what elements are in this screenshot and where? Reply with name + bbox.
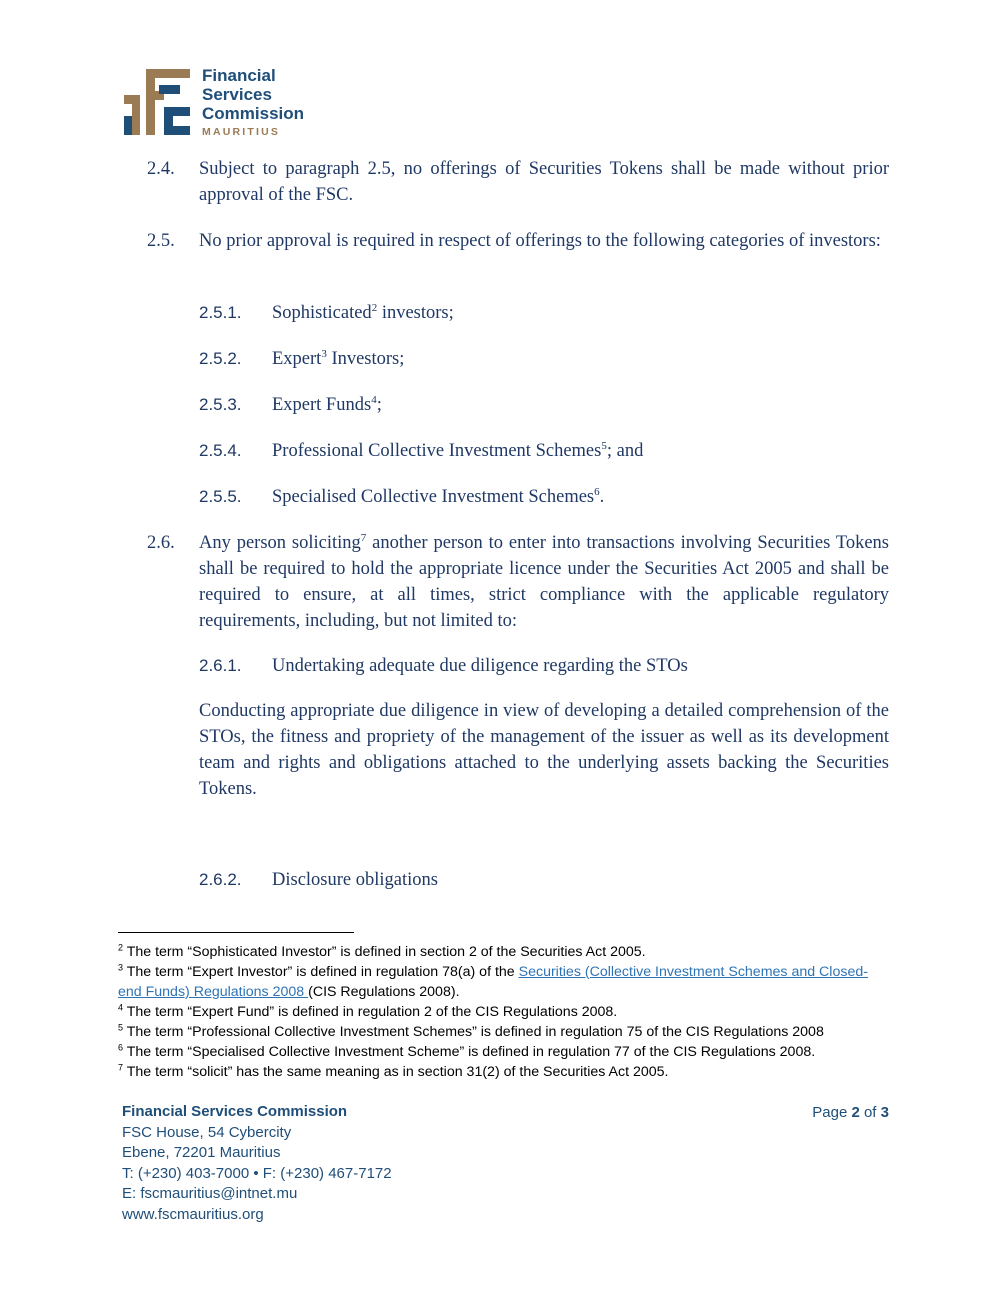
footnote-ref[interactable]: 3 — [321, 347, 327, 360]
item-text-tail: investors; — [377, 303, 454, 323]
footer-address — [122, 1102, 392, 1226]
footnote-2 — [118, 942, 878, 962]
paragraph-number: 2.4. — [147, 159, 175, 179]
subparagraph-number: 2.5.2. — [199, 349, 242, 368]
subparagraph-number: 2.5.3. — [199, 395, 242, 414]
footnote-text: The term “solicit” has the same meaning as in section 31(2) of the Securities Act 2005. — [123, 1064, 669, 1080]
footnote-number: 6 — [118, 1042, 124, 1053]
footnote-ref[interactable]: 7 — [360, 531, 367, 544]
logo-line-2: Services — [202, 85, 272, 104]
page-total: 3 — [880, 1104, 889, 1121]
subparagraph-number: 2.6.2. — [199, 870, 242, 889]
footnote-ref[interactable]: 5 — [601, 439, 607, 452]
item-text-tail: ; — [376, 395, 382, 415]
item-text: Specialised Collective Investment Schemes — [272, 487, 595, 507]
paragraph-text: Subject to paragraph 2.5, no offerings of Securities Tokens shall be made without prior approval of the FSC. — [199, 159, 889, 205]
footer-phone: T: (+230) 403-7000 • F: (+230) 467-7172 — [122, 1164, 392, 1182]
subparagraph-2-6-1 — [199, 653, 889, 679]
subparagraph-heading: Undertaking adequate due diligence regarding the STOs — [272, 656, 688, 676]
footnote-3 — [118, 962, 878, 1002]
footnote-text: The term “Expert Investor” is defined in regulation 78(a) of the — [123, 964, 519, 980]
footer-website[interactable]: www.fscmauritius.org — [122, 1205, 264, 1223]
footnote-number: 5 — [118, 1022, 124, 1033]
subparagraph-number: 2.5.4. — [199, 441, 242, 460]
subparagraph-heading: Disclosure obligations — [272, 870, 438, 890]
footnote-number: 4 — [118, 1002, 124, 1013]
paragraph-text-tail: another person to enter into transactions involving Securities Tokens shall be required to hold the appropriate licence under the Securities Act 2005 and shall be required to ensure, at all times, strict compliance with the applicable regulatory requirements, including, but not limited to: — [199, 533, 889, 631]
paragraph-2-6 — [147, 530, 889, 634]
page-current: 2 — [851, 1104, 860, 1121]
paragraph-text: Any person soliciting — [199, 533, 361, 553]
subparagraph-number: 2.6.1. — [199, 656, 242, 675]
item-text-tail: . — [599, 487, 605, 507]
subparagraph-2-5-1 — [199, 300, 889, 326]
item-text: Professional Collective Investment Schemes — [272, 441, 602, 461]
footnote-7 — [118, 1062, 878, 1082]
logo-wordmark — [202, 66, 304, 138]
footer-address-line-2: Ebene, 72201 Mauritius — [122, 1144, 281, 1162]
logo-country: MAURITIUS — [202, 126, 281, 138]
item-text: Expert — [272, 349, 322, 369]
paragraph-number: 2.6. — [147, 533, 175, 553]
footnote-6 — [118, 1042, 878, 1062]
logo-line-1: Financial — [202, 66, 276, 85]
footnote-number: 7 — [118, 1062, 124, 1073]
footer-org: Financial Services Commission — [122, 1103, 348, 1120]
fsc-logo — [124, 66, 344, 138]
footer-address-line-1: FSC House, 54 Cybercity — [122, 1123, 292, 1141]
footer-email[interactable]: E: fscmauritius@intnet.mu — [122, 1185, 298, 1203]
footnote-number: 3 — [118, 962, 124, 973]
footnote-separator — [118, 932, 354, 933]
due-diligence-text: Conducting appropriate due diligence in view of developing a detailed comprehension of the STOs, the fitness and propriety of the management of the issuer as well as its development team and rights and obligations attached to the underlying assets backing the Securities Tokens. — [199, 701, 889, 799]
page-label: Page — [812, 1104, 852, 1121]
footnote-5 — [118, 1022, 878, 1042]
footnote-number: 2 — [118, 942, 124, 953]
footnote-text: The term “Expert Fund” is defined in regulation 2 of the CIS Regulations 2008. — [123, 1004, 618, 1020]
subparagraph-2-6-2 — [199, 867, 889, 893]
subparagraph-2-5-2 — [199, 346, 889, 372]
logo-line-3: Commission — [202, 104, 305, 123]
footnote-ref[interactable]: 6 — [594, 485, 600, 498]
item-text: Expert Funds — [272, 395, 372, 415]
footnote-text: The term “Specialised Collective Investment Scheme” is defined in regulation 77 of the CIS Regulations 2008. — [123, 1044, 816, 1060]
footnote-ref[interactable]: 2 — [371, 301, 378, 314]
page-of: of — [859, 1104, 881, 1121]
page-number — [812, 1104, 889, 1121]
paragraph-number: 2.5. — [147, 231, 175, 251]
footnote-4 — [118, 1002, 878, 1022]
subparagraph-number: 2.5.5. — [199, 487, 242, 506]
item-text-tail: Investors; — [326, 349, 405, 369]
item-text: Sophisticated — [272, 303, 372, 323]
cis-regulations-link[interactable]: Securities (Collective Investment Schemes and Closed-end Funds) Regulations 2008 — [118, 964, 868, 1000]
item-text-tail: ; and — [606, 441, 644, 461]
footnote-text: The term “Sophisticated Investor” is defined in section 2 of the Securities Act 2005. — [123, 944, 646, 960]
footnote-ref[interactable]: 4 — [371, 393, 377, 406]
fsc-logo-icon — [124, 69, 194, 135]
footnotes — [118, 942, 878, 1082]
subparagraph-2-5-5 — [199, 484, 889, 510]
footnote-text: The term “Professional Collective Investment Schemes” is defined in regulation 75 of the CIS Regulations 2008 — [123, 1024, 824, 1040]
paragraph-2-4 — [147, 156, 889, 208]
subparagraph-2-5-3 — [199, 392, 889, 418]
paragraph-2-5 — [147, 228, 889, 254]
paragraph-text: No prior approval is required in respect of offerings to the following categories of investors: — [199, 231, 881, 251]
subparagraph-2-5-4 — [199, 438, 889, 464]
footnote-text-tail: (CIS Regulations 2008). — [308, 984, 460, 1000]
subparagraph-number: 2.5.1. — [199, 303, 242, 322]
